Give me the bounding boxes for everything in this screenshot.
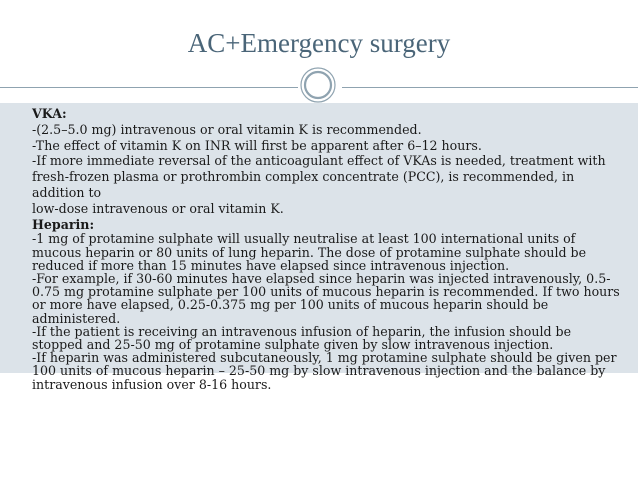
vka-line: -The effect of vitamin K on INR will first be apparent after 6–12 hours. bbox=[32, 137, 482, 153]
slide-title: AC+Emergency surgery bbox=[187, 28, 451, 58]
heparin-line: -1 mg of protamine sulphate will usually neutralise at least 100 international units of mucous heparin or 80 units of lung heparin. The dose of protamine sulphate should be reduced if more than 15 minutes have elapsed since intravenous injection. bbox=[32, 231, 587, 273]
title-divider-right bbox=[342, 87, 638, 88]
heparin-heading: Heparin: bbox=[32, 216, 95, 232]
title-divider-left bbox=[0, 87, 298, 88]
vka-heading: VKA: bbox=[32, 106, 67, 121]
vka-line: low-dose intravenous or oral vitamin K. bbox=[32, 200, 284, 216]
circle-ornament-icon bbox=[299, 66, 337, 104]
heparin-line: -For example, if 30-60 minutes have elapsed since heparin was injected intravenously, 0.5-0.75 mg protamine sulphate per 100 units of mucous heparin is recommended. If two hours or more have elapsed, 0.25-0.375 mg per 100 units of mucous heparin should be administered. bbox=[32, 270, 620, 326]
heparin-line: -If heparin was administered subcutaneously, 1 mg protamine sulphate should be given per 100 units of mucous heparin – 25-50 mg by slow intravenous injection and the balance by intravenous infusion over 8-16 hours. bbox=[32, 350, 617, 392]
vka-line: -(2.5–5.0 mg) intravenous or oral vitamin K is recommended. bbox=[32, 121, 422, 137]
body-text bbox=[32, 106, 622, 391]
heparin-line: -If the patient is receiving an intravenous infusion of heparin, the infusion should be stopped and 25-50 mg of protamine sulphate given by slow intravenous injection. bbox=[32, 323, 572, 352]
vka-line: -If more immediate reversal of the anticoagulant effect of VKAs is needed, treatment with fresh-frozen plasma or prothrombin complex concentrate (PCC), is recommended, in addition to bbox=[32, 153, 606, 200]
